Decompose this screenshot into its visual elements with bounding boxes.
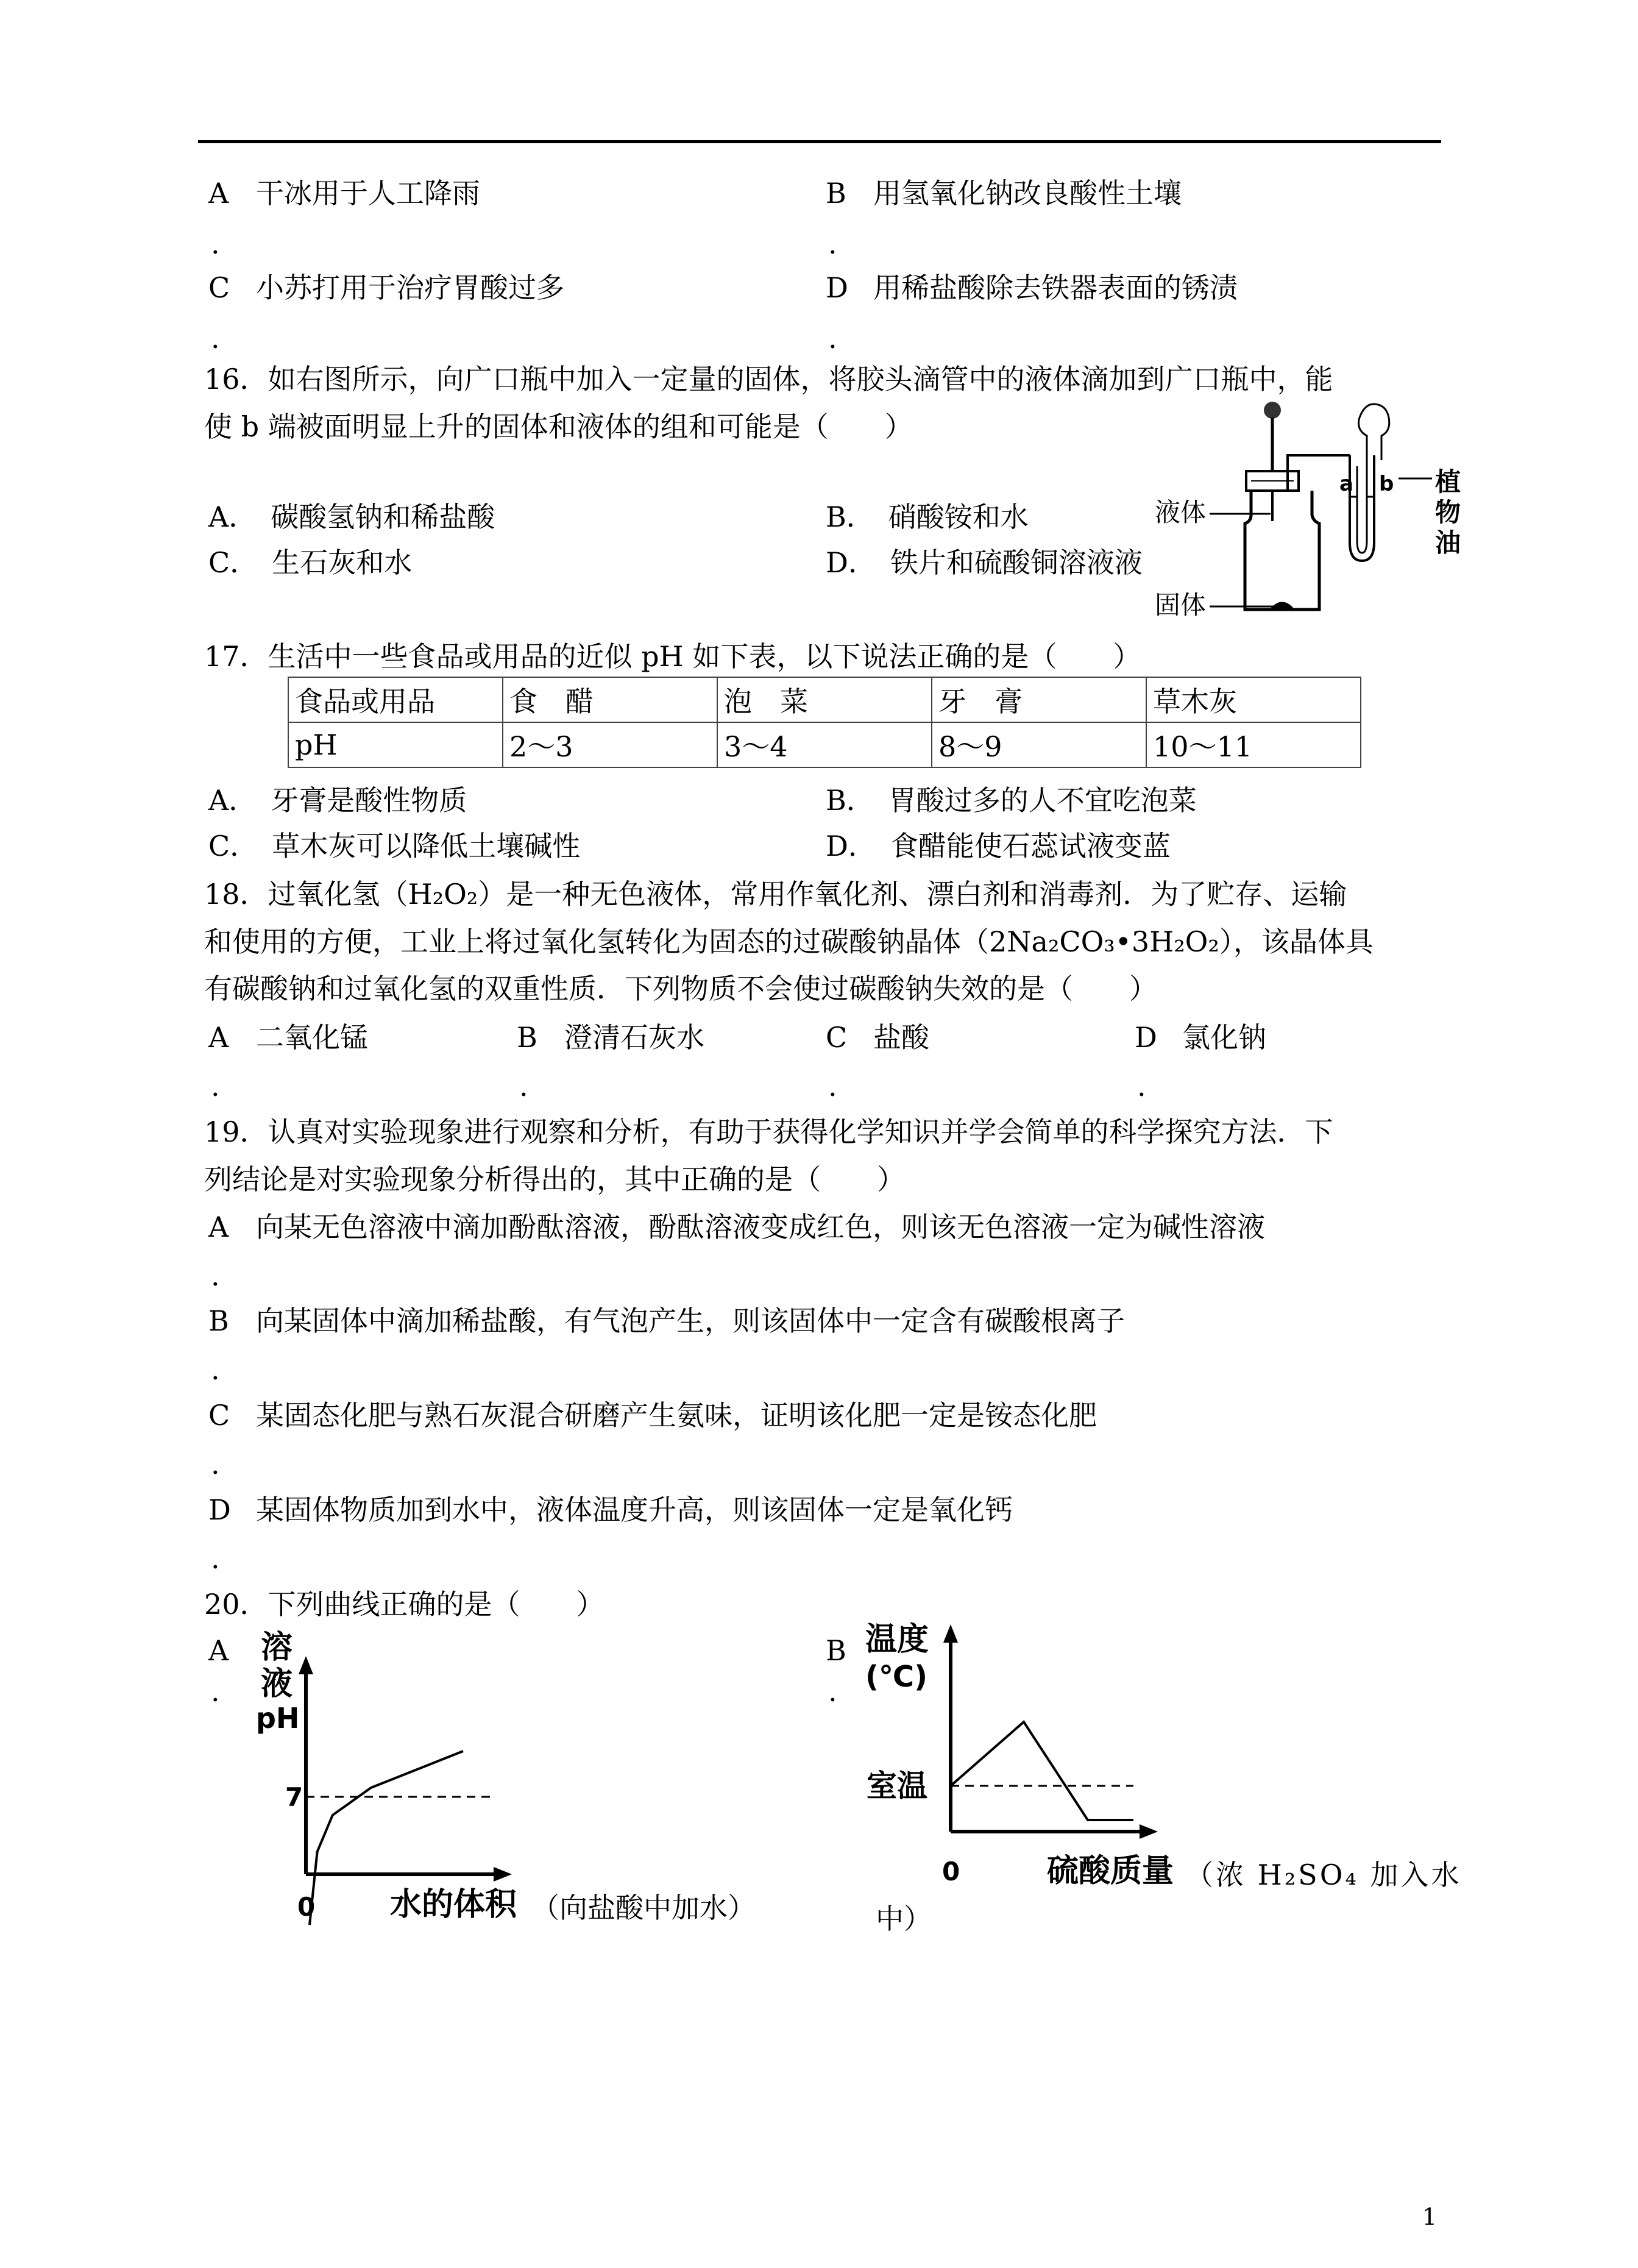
chart-a-ref-label: 7: [285, 1782, 303, 1812]
q18-option-a-letter: A: [208, 1021, 229, 1054]
chart-a: [244, 1624, 548, 1929]
q18-stem-line3: 有碳酸钠和过氧化氢的双重性质．下列物质不会使过碳酸钠失效的是（ ）: [204, 972, 1157, 1005]
q16-stem-line1: 16．如右图所示，向广口瓶中加入一定量的固体，将胶头滴管中的液体滴加到广口瓶中，能: [204, 363, 1333, 396]
table-header-row: [288, 677, 1361, 722]
chart-a-y-arrow: [299, 1656, 313, 1674]
q15-option-c-letter: C: [208, 271, 230, 304]
label-b: b: [1379, 472, 1394, 496]
q15-option-b: 用氢氧化钠改良酸性土壤: [873, 177, 1182, 210]
chart-a-ylabel-line1: 溶: [261, 1629, 293, 1666]
u-tube-inner: [1357, 460, 1367, 553]
table-row: [288, 722, 1361, 767]
q18-option-d-letter: D: [1135, 1021, 1157, 1054]
funnel-bulb: [1359, 404, 1389, 460]
q15-option-d-dot: .: [828, 322, 837, 355]
q19-stem-line2: 列结论是对实验现象分析得出的，其中正确的是（ ）: [204, 1163, 905, 1196]
chart-b-series-line: [951, 1722, 1133, 1820]
q20-option-b-letter: B: [826, 1634, 846, 1667]
exam-page: A 干冰用于人工降雨 . B 用氢氧化钠改良酸性土壤 . C 小苏打用于治疗胃酸过多 . D 用稀盐酸除去铁器表面的锈渍 . 16．如右图所示，向广口瓶中加入一定量的固体，将胶头滴管中的液体滴加到广口瓶中，能 使 b 端被面明显上升的固体和液体的组和可能是（ ） A． 碳酸氢钠和稀盐酸 B． 硝酸铵和水 C． 生石灰和水 D． 铁片和硫酸铜溶液液 a b 植 物 油 液体 固体 17．生活中一些食品或用品的近似 pH 如下表，以下说法正确的是（ ） 食品或用品 食 醋 泡 菜 牙 膏 草木灰 pH 2～3 3～4 8～9 10～11 A． 牙膏是酸性物质 B． 胃酸过多的人不宜吃泡菜 C． 草木灰可以降低土壤碱性 D． 食醋能使石蕊试液变蓝 18．过氧化氢（H₂O₂）是一种无色液体，常用作氧化剂、漂白剂和消毒剂．为了贮存、运输 和使用的方便，工业上将过氧化氢转化为固态的过碳酸钠晶体（2Na₂CO₃•3H₂O₂），该晶体具 有碳酸钠和过氧化氢的双重性质．下列物质不会使过碳酸钠失效的是（ ） A 二氧化锰 . B 澄清石灰水 . C 盐酸 . D 氯化钠 . 19．认真对实验现象进行观察和分析，有助于获得化学知识并学会简单的科学探究方法．下 列结论是对实验现象分析得出的，其中正确的是（ ） A 向某无色溶液中滴加酚酞溶液，酚酞溶液变成红色，则该无色溶液一定为碱性溶液 . B 向某固体中滴加稀盐酸，有气泡产生，则该固体中一定含有碳酸根离子 . C 某固态化肥与熟石灰混合研磨产生氨味，证明该化肥一定是铵态化肥 . D 某固体物质加到水中，液体温度升高，则该固体一定是氧化钙 . 20．下列曲线正确的是（ ） A . B . 溶 液 pH 7 0 水的体积 （向盐酸中加水） 温度 (℃) 室温 0 硫酸质量 （浓 H₂SO₄ 加入水 中） 1: [0, 0, 1638, 2268]
q17-option-d: D． 食醋能使石蕊试液变蓝: [826, 830, 1171, 862]
chart-b-y-arrow: [943, 1624, 958, 1643]
u-tube-outer: [1350, 455, 1374, 561]
page-number: 1: [1422, 2203, 1437, 2230]
q15-option-b-dot: .: [828, 227, 837, 260]
chart-b-xlabel: 硫酸质量: [1047, 1853, 1174, 1889]
q17-option-c: C． 草木灰可以降低土壤碱性: [208, 830, 581, 862]
q19-option-c: 某固态化肥与熟石灰混合研磨产生氨味，证明该化肥一定是铵态化肥: [256, 1399, 1097, 1432]
table-cell: 2～3: [503, 722, 717, 767]
header-rule: [198, 140, 1441, 143]
chart-b: [865, 1618, 1182, 1893]
q15-option-c-dot: .: [211, 322, 220, 355]
label-liquid: 液体: [1155, 497, 1207, 527]
table-header-cell: 草木灰: [1146, 677, 1361, 722]
q18-stem-line2: 和使用的方便，工业上将过氧化氢转化为固态的过碳酸钠晶体（2Na₂CO₃•3H₂O₂），该晶体具: [204, 925, 1374, 958]
label-oil-2: 物: [1435, 497, 1461, 527]
table-cell: 3～4: [717, 722, 932, 767]
table-header-cell: 食 醋: [503, 677, 717, 722]
apparatus-figure: [1155, 399, 1466, 625]
q19-option-d: 某固体物质加到水中，液体温度升高，则该固体一定是氧化钙: [256, 1493, 1013, 1526]
q20-option-a-letter: A: [208, 1634, 229, 1667]
label-oil-3: 油: [1435, 528, 1461, 558]
table-cell: 8～9: [932, 722, 1146, 767]
table-header-cell: 泡 菜: [717, 677, 932, 722]
q15-option-b-letter: B: [826, 177, 846, 210]
q19-option-b-letter: B: [208, 1304, 229, 1337]
q18-stem-line1: 18．过氧化氢（H₂O₂）是一种无色液体，常用作氧化剂、漂白剂和消毒剂．为了贮存、运输: [204, 878, 1347, 911]
q18-option-b-letter: B: [517, 1021, 537, 1054]
q15-option-a-dot: .: [211, 227, 220, 260]
chart-a-origin-label: 0: [297, 1892, 316, 1922]
chart-a-ylabel-line2: 液: [261, 1666, 293, 1702]
chart-b-ref-label: 室温: [867, 1768, 927, 1804]
table-cell: pH: [288, 722, 503, 767]
q17-stem: 17．生活中一些食品或用品的近似 pH 如下表，以下说法正确的是（ ）: [204, 640, 1141, 673]
q18-option-d: 氯化钠: [1182, 1021, 1266, 1054]
q15-option-c: 小苏打用于治疗胃酸过多: [256, 271, 564, 304]
q15-option-d-letter: D: [826, 271, 848, 304]
label-oil-1: 植: [1435, 467, 1461, 497]
chart-b-ylabel-line2: (℃): [865, 1660, 927, 1694]
table-cell: 10～11: [1146, 722, 1361, 767]
q15-option-a: 干冰用于人工降雨: [256, 177, 480, 210]
chart-b-origin-label: 0: [942, 1857, 960, 1886]
q16-option-a: A． 碳酸氢钠和稀盐酸: [208, 500, 495, 533]
q16-option-b: B． 硝酸铵和水: [826, 500, 1029, 533]
q19-option-b: 向某固体中滴加稀盐酸，有气泡产生，则该固体中一定含有碳酸根离子: [256, 1304, 1125, 1337]
q15-option-a-letter: A: [208, 177, 229, 210]
q20-caption-b-line1: （浓 H₂SO₄ 加入水: [1185, 1858, 1462, 1891]
label-solid: 固体: [1155, 590, 1207, 620]
q17-option-b: B． 胃酸过多的人不宜吃泡菜: [826, 784, 1197, 817]
dropper-bulb: [1264, 402, 1281, 419]
q18-option-c: 盐酸: [873, 1021, 929, 1054]
chart-a-ylabel-line3: pH: [256, 1702, 300, 1735]
chart-b-ylabel-line1: 温度: [865, 1621, 929, 1658]
q18-option-c-letter: C: [826, 1021, 848, 1054]
chart-a-xlabel: 水的体积: [390, 1886, 517, 1923]
chart-a-x-arrow: [494, 1867, 512, 1882]
q16-option-c: C． 生石灰和水: [208, 546, 413, 579]
q19-option-c-letter: C: [208, 1399, 230, 1432]
q19-option-d-letter: D: [208, 1493, 231, 1526]
q16-option-d: D． 铁片和硫酸铜溶液液: [826, 546, 1143, 579]
bottle: [1245, 491, 1319, 610]
q20-caption-a: （向盐酸中加水）: [531, 1891, 756, 1924]
q19-option-a-letter: A: [208, 1210, 229, 1243]
q15-option-d: 用稀盐酸除去铁器表面的锈渍: [873, 271, 1238, 304]
table-header-cell: 牙 膏: [932, 677, 1146, 722]
q18-option-a: 二氧化锰: [256, 1021, 368, 1054]
q19-stem-line1: 19．认真对实验现象进行观察和分析，有助于获得化学知识并学会简单的科学探究方法．下: [204, 1115, 1333, 1148]
q18-option-b: 澄清石灰水: [564, 1021, 704, 1054]
q20-stem: 20．下列曲线正确的是（ ）: [204, 1588, 604, 1621]
table-header-cell: 食品或用品: [288, 677, 503, 722]
label-a: a: [1339, 472, 1353, 496]
q16-stem-line2: 使 b 端被面明显上升的固体和液体的组和可能是（ ）: [204, 410, 913, 443]
q17-option-a: A． 牙膏是酸性物质: [208, 784, 467, 817]
q20-caption-b-line2: 中）: [876, 1902, 932, 1935]
ph-table: [288, 677, 1361, 768]
chart-b-x-arrow: [1140, 1824, 1158, 1839]
q19-option-a: 向某无色溶液中滴加酚酞溶液，酚酞溶液变成红色，则该无色溶液一定为碱性溶液: [256, 1210, 1265, 1243]
